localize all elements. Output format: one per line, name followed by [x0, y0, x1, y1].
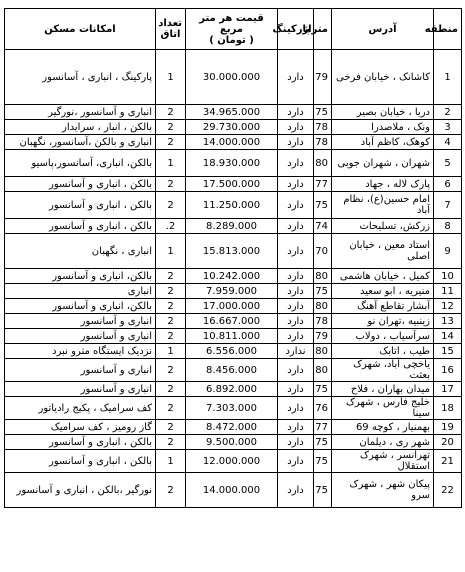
- table-row: [5, 299, 462, 314]
- cell-facilities: نورگیر ،بالکن ، انباری و آسانسور: [5, 473, 156, 508]
- cell-area: 70: [314, 234, 332, 269]
- cell-parking: دارد: [278, 450, 314, 473]
- cell-region: 10: [434, 269, 462, 284]
- table-row: [5, 314, 462, 329]
- cell-region: 17: [434, 382, 462, 397]
- table-row: [5, 105, 462, 120]
- table-row: [5, 135, 462, 150]
- table-row: [5, 150, 462, 177]
- cell-rooms: 2: [156, 269, 186, 284]
- cell-parking: دارد: [278, 359, 314, 382]
- cell-price: 8.289.000: [186, 219, 278, 234]
- cell-facilities: انباری و آسانسور: [5, 359, 156, 382]
- cell-region: 2: [434, 105, 462, 120]
- cell-region: 4: [434, 135, 462, 150]
- cell-area: 75: [314, 473, 332, 508]
- cell-address: زینبیه ،تهران نو: [332, 314, 434, 329]
- cell-address: تهرانسر ، شهرک استقلال: [332, 450, 434, 473]
- cell-parking: دارد: [278, 269, 314, 284]
- cell-parking: دارد: [278, 135, 314, 150]
- cell-price: 6.556.000: [186, 344, 278, 359]
- table-row: [5, 344, 462, 359]
- header-region: منطقه: [434, 9, 462, 50]
- cell-region: 9: [434, 234, 462, 269]
- cell-address: پیکان شهر ، شهرک سرو: [332, 473, 434, 508]
- table-row: [5, 420, 462, 435]
- cell-region: 15: [434, 344, 462, 359]
- cell-price: 10.242.000: [186, 269, 278, 284]
- cell-area: 75: [314, 435, 332, 450]
- cell-parking: دارد: [278, 150, 314, 177]
- cell-region: 21: [434, 450, 462, 473]
- header-rooms: تعداد اتاق: [156, 9, 186, 50]
- cell-area: 75: [314, 450, 332, 473]
- cell-price: 10.811.000: [186, 329, 278, 344]
- cell-parking: دارد: [278, 105, 314, 120]
- cell-rooms: 2: [156, 135, 186, 150]
- cell-address: دریا ، خیابان بصیر: [332, 105, 434, 120]
- cell-price: 29.730.000: [186, 120, 278, 135]
- cell-area: 77: [314, 177, 332, 192]
- cell-rooms: 2: [156, 299, 186, 314]
- cell-price: 14.000.000: [186, 473, 278, 508]
- cell-address: خلیج فارس ، شهرک سینا: [332, 397, 434, 420]
- cell-address: بهمنیار ، کوچه 69: [332, 420, 434, 435]
- cell-area: 80: [314, 344, 332, 359]
- cell-address: یاخچی آباد، شهرک بعثت: [332, 359, 434, 382]
- header-parking: پارکینگ: [278, 9, 314, 50]
- cell-region: 20: [434, 435, 462, 450]
- cell-rooms: 2: [156, 435, 186, 450]
- table-row: [5, 359, 462, 382]
- cell-address: کاشانک ، خیابان فرخی: [332, 50, 434, 105]
- cell-price: 17.000.000: [186, 299, 278, 314]
- table-row: [5, 397, 462, 420]
- cell-parking: ندارد: [278, 344, 314, 359]
- cell-price: 9.500.000: [186, 435, 278, 450]
- cell-price: 11.250.000: [186, 192, 278, 219]
- cell-rooms: 2: [156, 177, 186, 192]
- header-address: آدرس: [332, 9, 434, 50]
- cell-parking: دارد: [278, 192, 314, 219]
- cell-facilities: بالکن ، انباری و آسانسور: [5, 435, 156, 450]
- cell-parking: دارد: [278, 234, 314, 269]
- cell-region: 18: [434, 397, 462, 420]
- cell-parking: دارد: [278, 435, 314, 450]
- cell-area: 77: [314, 420, 332, 435]
- cell-rooms: 2: [156, 382, 186, 397]
- cell-address: سرآسیاب ، دولاب: [332, 329, 434, 344]
- cell-rooms: 1: [156, 234, 186, 269]
- table-row: [5, 120, 462, 135]
- cell-area: 75: [314, 382, 332, 397]
- cell-rooms: 2: [156, 329, 186, 344]
- cell-area: 78: [314, 314, 332, 329]
- cell-address: کمیل ، خیابان هاشمی: [332, 269, 434, 284]
- cell-region: 3: [434, 120, 462, 135]
- cell-facilities: بالکن ، انباری و آسانسور: [5, 450, 156, 473]
- cell-address: میدان بهاران ، فلاح: [332, 382, 434, 397]
- cell-area: 78: [314, 120, 332, 135]
- cell-area: 74: [314, 219, 332, 234]
- cell-area: 80: [314, 299, 332, 314]
- table-row: [5, 177, 462, 192]
- header-row: [5, 9, 462, 50]
- cell-address: طیب ، اتابک: [332, 344, 434, 359]
- cell-region: 13: [434, 314, 462, 329]
- cell-rooms: 2: [156, 473, 186, 508]
- cell-address: زرکش، تسلیحات: [332, 219, 434, 234]
- cell-region: 1: [434, 50, 462, 105]
- table-row: [5, 473, 462, 508]
- cell-facilities: بالکن ، انباری و آسانسور: [5, 177, 156, 192]
- cell-facilities: انباری و آسانسور: [5, 382, 156, 397]
- table-row: [5, 219, 462, 234]
- cell-facilities: نزدیک ایستگاه مترو نبرد: [5, 344, 156, 359]
- cell-parking: دارد: [278, 284, 314, 299]
- cell-rooms: 2: [156, 420, 186, 435]
- table-row: [5, 329, 462, 344]
- cell-rooms: 1: [156, 450, 186, 473]
- table-row: [5, 450, 462, 473]
- cell-address: امام حسین(ع)، نظام آباد: [332, 192, 434, 219]
- cell-price: 6.892.000: [186, 382, 278, 397]
- cell-address: منیریه ، ابو سعید: [332, 284, 434, 299]
- cell-region: 22: [434, 473, 462, 508]
- cell-facilities: گاز رومیز ، کف سرامیک: [5, 420, 156, 435]
- cell-area: 80: [314, 150, 332, 177]
- cell-address: ونک ، ملاصدرا: [332, 120, 434, 135]
- cell-address: شهر ری ، دیلمان: [332, 435, 434, 450]
- cell-facilities: انباری و آسانسور: [5, 314, 156, 329]
- cell-region: 14: [434, 329, 462, 344]
- cell-address: استاد معین ، خیابان اصلی: [332, 234, 434, 269]
- cell-price: 18.930.000: [186, 150, 278, 177]
- table-row: [5, 234, 462, 269]
- cell-facilities: بالکن، انباری و آسانسور: [5, 299, 156, 314]
- cell-parking: دارد: [278, 219, 314, 234]
- cell-rooms: 2: [156, 105, 186, 120]
- cell-address: آبشار تقاطع آهنگ: [332, 299, 434, 314]
- table-row: [5, 192, 462, 219]
- cell-rooms: 1: [156, 344, 186, 359]
- cell-rooms: 2: [156, 359, 186, 382]
- cell-region: 8: [434, 219, 462, 234]
- cell-parking: دارد: [278, 299, 314, 314]
- table-row: [5, 435, 462, 450]
- cell-region: 5: [434, 150, 462, 177]
- cell-area: 75: [314, 105, 332, 120]
- cell-region: 16: [434, 359, 462, 382]
- cell-parking: دارد: [278, 397, 314, 420]
- cell-price: 8.456.000: [186, 359, 278, 382]
- cell-facilities: انباری و بالکن ،آسانسور، نگهبان: [5, 135, 156, 150]
- cell-rooms: 2: [156, 397, 186, 420]
- cell-rooms: 2: [156, 284, 186, 299]
- header-facilities: امکانات مسکن: [5, 9, 156, 50]
- table-row: [5, 284, 462, 299]
- cell-facilities: انباری: [5, 284, 156, 299]
- cell-parking: دارد: [278, 314, 314, 329]
- cell-parking: دارد: [278, 473, 314, 508]
- cell-price: 17.500.000: [186, 177, 278, 192]
- table-row: [5, 50, 462, 105]
- cell-region: 7: [434, 192, 462, 219]
- cell-facilities: انباری ، نگهبان: [5, 234, 156, 269]
- cell-area: 79: [314, 329, 332, 344]
- cell-rooms: 2: [156, 314, 186, 329]
- cell-price: 30.000.000: [186, 50, 278, 105]
- header-price: قیمت هر متر مربع ( تومان ): [186, 9, 278, 50]
- cell-area: 75: [314, 192, 332, 219]
- cell-price: 15.813.000: [186, 234, 278, 269]
- cell-region: 12: [434, 299, 462, 314]
- cell-rooms: 2.: [156, 219, 186, 234]
- cell-facilities: انباری و آسانسور ،نورگیر: [5, 105, 156, 120]
- cell-area: 80: [314, 359, 332, 382]
- cell-rooms: 1: [156, 50, 186, 105]
- cell-rooms: 2: [156, 120, 186, 135]
- cell-price: 7.303.000: [186, 397, 278, 420]
- cell-parking: دارد: [278, 420, 314, 435]
- cell-price: 8.472.000: [186, 420, 278, 435]
- cell-facilities: بالکن، انباری، آسانسور،پاسیو: [5, 150, 156, 177]
- cell-address: شهران ، شهران جوبی: [332, 150, 434, 177]
- cell-facilities: کف سرامیک ، پکیج رادیاتور: [5, 397, 156, 420]
- cell-region: 11: [434, 284, 462, 299]
- cell-area: 78: [314, 135, 332, 150]
- cell-facilities: بالکن ، انباری و آسانسور: [5, 192, 156, 219]
- cell-facilities: بالکن، انباری و آسانسور: [5, 269, 156, 284]
- cell-parking: دارد: [278, 177, 314, 192]
- cell-facilities: انباری و آسانسور: [5, 329, 156, 344]
- cell-rooms: 1: [156, 150, 186, 177]
- cell-area: 76: [314, 397, 332, 420]
- cell-price: 16.667.000: [186, 314, 278, 329]
- cell-parking: دارد: [278, 50, 314, 105]
- cell-facilities: پارکینگ ، انباری ، آسانسور: [5, 50, 156, 105]
- table-row: [5, 382, 462, 397]
- cell-area: 75: [314, 284, 332, 299]
- cell-address: کوهک، کاظم آباد: [332, 135, 434, 150]
- cell-area: 80: [314, 269, 332, 284]
- header-area: متراژ: [314, 9, 332, 50]
- cell-address: پارک لاله ، جهاد: [332, 177, 434, 192]
- cell-facilities: بالکن ، انباری و آسانسور: [5, 219, 156, 234]
- cell-facilities: بالکن ، انبار ، سرایدار: [5, 120, 156, 135]
- cell-price: 14.000.000: [186, 135, 278, 150]
- housing-table: [4, 8, 462, 508]
- cell-parking: دارد: [278, 120, 314, 135]
- cell-parking: دارد: [278, 382, 314, 397]
- cell-parking: دارد: [278, 329, 314, 344]
- cell-rooms: 2: [156, 192, 186, 219]
- table-row: [5, 269, 462, 284]
- cell-region: 6: [434, 177, 462, 192]
- cell-region: 19: [434, 420, 462, 435]
- cell-price: 12.000.000: [186, 450, 278, 473]
- cell-price: 34.965.000: [186, 105, 278, 120]
- cell-price: 7.959.000: [186, 284, 278, 299]
- cell-area: 79: [314, 50, 332, 105]
